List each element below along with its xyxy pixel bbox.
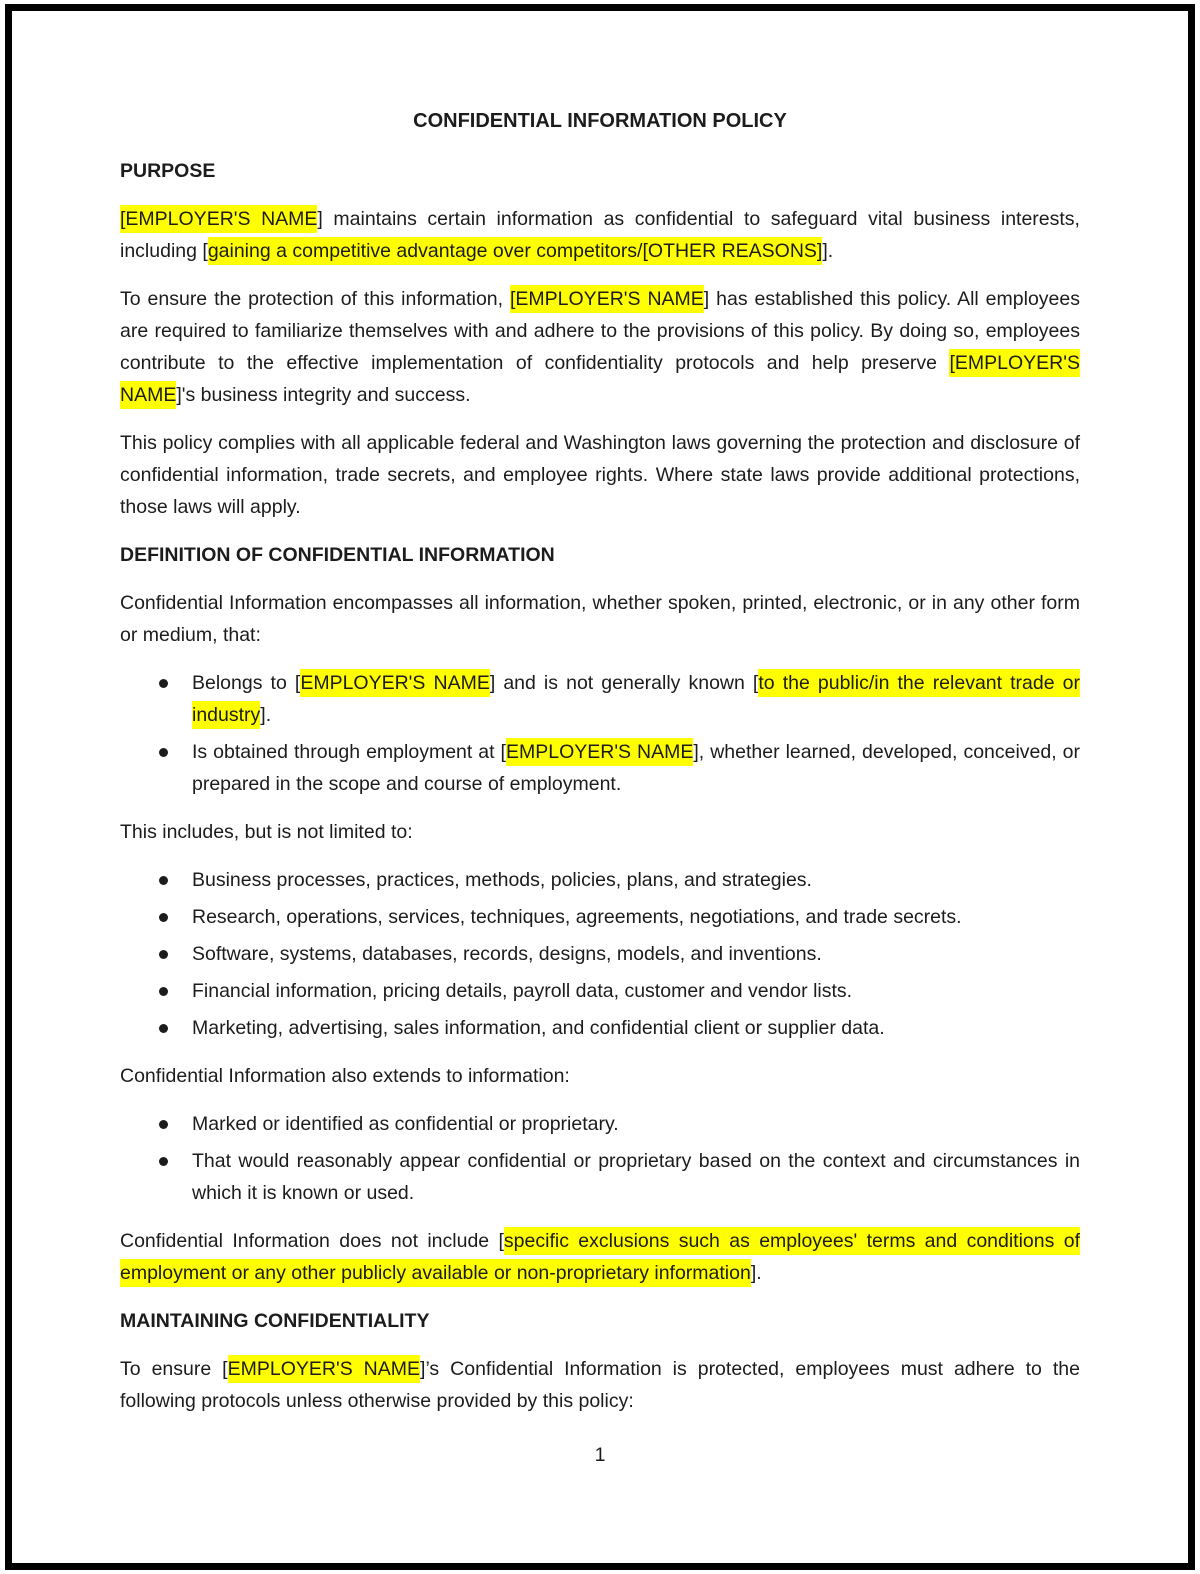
highlighted-placeholder-text: [EMPLOYER'S NAME <box>120 349 1080 409</box>
text-run: Marketing, advertising, sales information, and confidential client or supplier data. <box>192 1017 885 1039</box>
bullet-list-item <box>192 1108 1080 1140</box>
paragraph <box>120 1060 1080 1092</box>
highlighted-placeholder-text: specific exclusions such as employees' terms and conditions of employment or any other publicly available or non-proprietary information <box>120 1227 1080 1287</box>
bullet-list-item <box>192 1145 1080 1209</box>
highlighted-placeholder-text: [EMPLOYER'S NAME <box>120 205 317 233</box>
text-run: ], whether learned, developed, conceived, or prepared in the scope and course of employment. <box>192 741 1080 795</box>
paragraph <box>120 1225 1080 1289</box>
section-heading: PURPOSE <box>120 160 216 182</box>
text-run: Financial information, pricing details, payroll data, customer and vendor lists. <box>192 980 853 1002</box>
text-run: Belongs to [ <box>192 672 301 694</box>
bullet-list <box>120 667 1080 800</box>
highlighted-placeholder-text: gaining a competitive advantage over competitors/[OTHER REASONS] <box>208 237 823 265</box>
text-run: To ensure [ <box>120 1358 228 1380</box>
paragraph <box>120 587 1080 651</box>
paragraph <box>120 427 1080 523</box>
paragraph <box>120 203 1080 267</box>
paragraph <box>120 1353 1080 1417</box>
text-run: To ensure the protection of this information, <box>120 288 510 310</box>
document-page <box>120 105 1080 1471</box>
bullet-list-item <box>192 938 1080 970</box>
text-run: ]'s business integrity and success. <box>176 384 471 406</box>
text-run: Marked or identified as confidential or proprietary. <box>192 1113 619 1135</box>
text-run: Confidential Information encompasses all information, whether spoken, printed, electronic, or in any other form or medium, that: <box>120 592 1080 646</box>
text-run: That would reasonably appear confidential or proprietary based on the context and circumstances in which it is known or used. <box>192 1150 1080 1204</box>
highlighted-placeholder-text: EMPLOYER'S NAME <box>300 669 490 697</box>
document-blocks <box>120 155 1080 1417</box>
text-run: Business processes, practices, methods, policies, plans, and strategies. <box>192 869 812 891</box>
highlighted-placeholder-text: EMPLOYER'S NAME <box>228 1355 420 1383</box>
text-run: Confidential Information also extends to information: <box>120 1065 570 1087</box>
highlighted-placeholder-text: EMPLOYER'S NAME <box>506 738 693 766</box>
paragraph <box>120 283 1080 411</box>
document-title: CONFIDENTIAL INFORMATION POLICY <box>413 110 787 132</box>
text-run: This includes, but is not limited to: <box>120 821 413 843</box>
text-run: ]. <box>750 1262 762 1284</box>
bullet-list-item <box>192 901 1080 933</box>
bullet-list-item <box>192 975 1080 1007</box>
text-run: ]. <box>822 240 834 262</box>
section-heading: DEFINITION OF CONFIDENTIAL INFORMATION <box>120 544 555 566</box>
text-run: ]. <box>260 704 272 726</box>
bullet-list <box>120 864 1080 1044</box>
text-run: Software, systems, databases, records, designs, models, and inventions. <box>192 943 822 965</box>
text-run: ] has established this policy. All employees are required to familiarize themselves with and adhere to the provisions of this policy. By doing so, employees contribute to the effective implementation of confidentiality protocols and help preserve <box>120 288 1080 374</box>
bullet-list <box>120 1108 1080 1209</box>
highlighted-placeholder-text: [EMPLOYER'S NAME <box>510 285 704 313</box>
section-heading: MAINTAINING CONFIDENTIALITY <box>120 1310 430 1332</box>
bullet-list-item <box>192 1012 1080 1044</box>
text-run: ]’s Confidential Information is protected, employees must adhere to the following protocols unless otherwise provided by this policy: <box>120 1358 1080 1412</box>
highlighted-placeholder-text: to the public/in the relevant trade or industry <box>192 669 1080 729</box>
text-run: This policy complies with all applicable federal and Washington laws governing the protection and disclosure of confidential information, trade secrets, and employee rights. Where state laws provide additional protections, those laws will apply. <box>120 432 1080 518</box>
text-run: ] and is not generally known [ <box>489 672 759 694</box>
bullet-list-item <box>192 667 1080 731</box>
bullet-list-item <box>192 736 1080 800</box>
text-run: Research, operations, services, techniques, agreements, negotiations, and trade secrets. <box>192 906 962 928</box>
paragraph <box>120 816 1080 848</box>
text-run: Confidential Information does not include [ <box>120 1230 504 1252</box>
text-run: ] maintains certain information as confidential to safeguard vital business interests, including [ <box>120 208 1080 262</box>
bullet-list-item <box>192 864 1080 896</box>
page-number: 1 <box>594 1444 606 1466</box>
text-run: Is obtained through employment at [ <box>192 741 506 763</box>
